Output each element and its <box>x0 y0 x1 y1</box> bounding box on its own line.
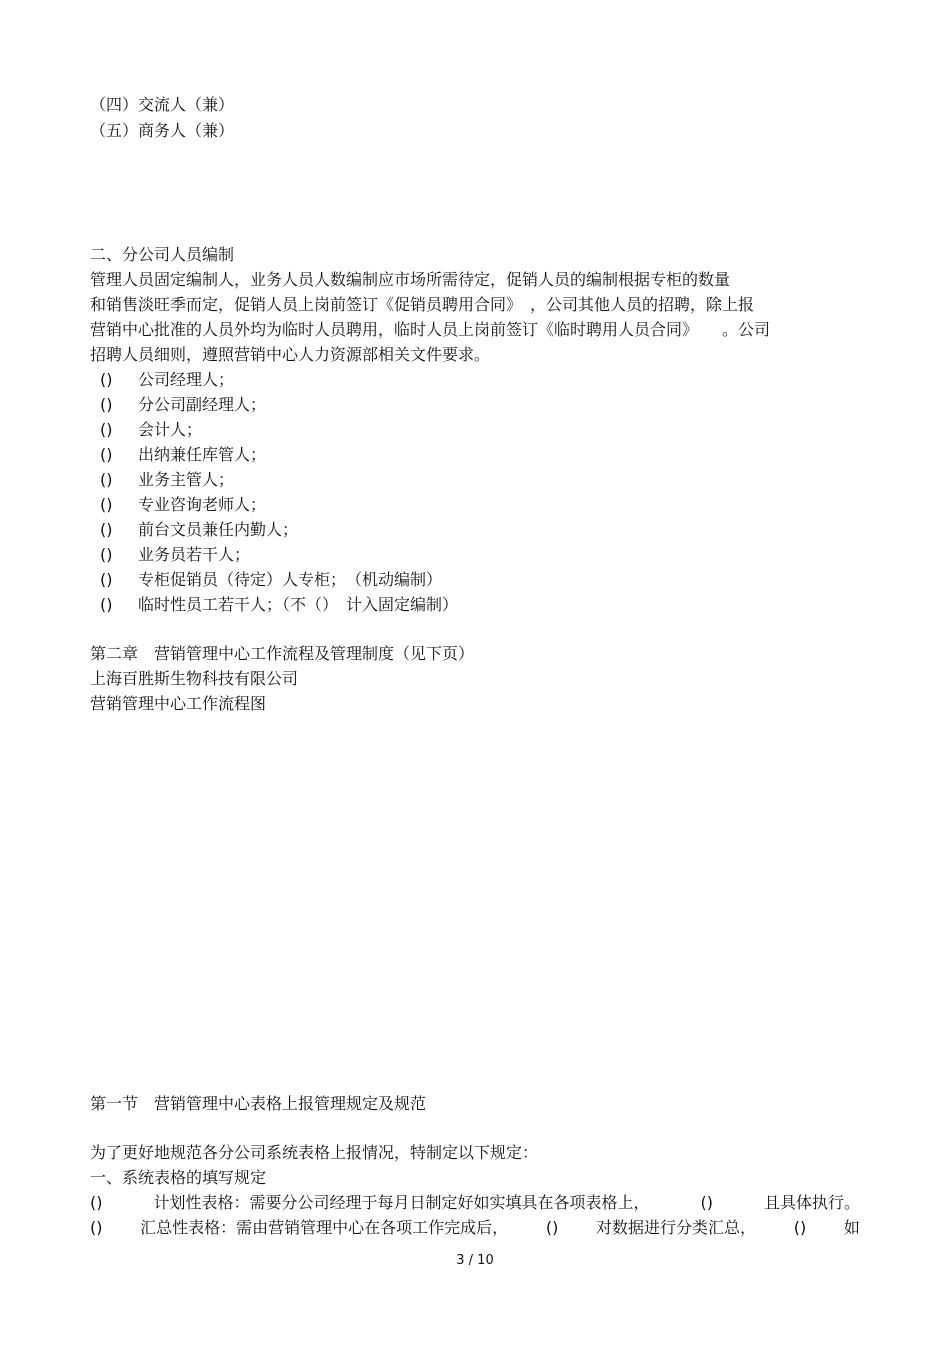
list-item: () 前台文员兼任内勤人； <box>100 520 299 539</box>
section1-intro: 为了更好地规范各分公司系统表格上报情况，特制定以下规定： <box>90 1143 539 1162</box>
list-item: () 临时性员工若干人；（不（） 计入固定编制） <box>100 595 459 614</box>
para-line-3: 营销中心批准的人员外均为临时人员聘用，临时人员上岗前签订《临时聘用人员合同》 。公司 <box>90 320 771 339</box>
list-item: () 会计人； <box>100 420 203 439</box>
section1-subheading: 一、系统表格的填写规定 <box>90 1168 267 1187</box>
list-item: () 专柜促销员（待定）人专柜； （机动编制） <box>100 570 443 589</box>
para-line-1: 管理人员固定编制人，业务人员人数编制应市场所需待定，促销人员的编制根据专柜的数量 <box>90 270 731 289</box>
section2-heading: 二、分公司人员编制 <box>90 245 235 264</box>
list-item: () 出纳兼任库管人； <box>100 445 267 464</box>
rule-row-2: () 汇总性表格：需由营销管理中心在各项工作完成后， () 对数据进行分类汇总， () 如 <box>90 1218 860 1237</box>
chapter2-heading: 第二章 营销管理中心工作流程及管理制度（见下页） <box>90 644 475 663</box>
item-five: （五）商务人（兼） <box>90 121 235 140</box>
section1-heading: 第一节 营销管理中心表格上报管理规定及规范 <box>90 1094 427 1113</box>
list-item: () 业务员若干人； <box>100 545 251 564</box>
list-item: () 分公司副经理人； <box>100 395 267 414</box>
rule-row-1: () 计划性表格：需要分公司经理于每月日制定好如实填具在各项表格上， () 且具体执行。 <box>90 1193 860 1212</box>
list-item: () 公司经理人； <box>100 370 235 389</box>
item-four: （四）交流人（兼） <box>90 95 235 114</box>
list-item: () 专业咨询老师人； <box>100 495 267 514</box>
list-item: () 业务主管人； <box>100 470 235 489</box>
company-name: 上海百胜斯生物科技有限公司 <box>90 669 299 688</box>
para-line-4: 招聘人员细则，遵照营销中心人力资源部相关文件要求。 <box>90 345 491 364</box>
para-line-2: 和销售淡旺季而定，促销人员上岗前签订《促销员聘用合同》 ，公司其他人员的招聘，除上报 <box>90 295 755 314</box>
page-number: 3 / 10 <box>456 1253 494 1268</box>
flowchart-title: 营销管理中心工作流程图 <box>90 694 267 713</box>
